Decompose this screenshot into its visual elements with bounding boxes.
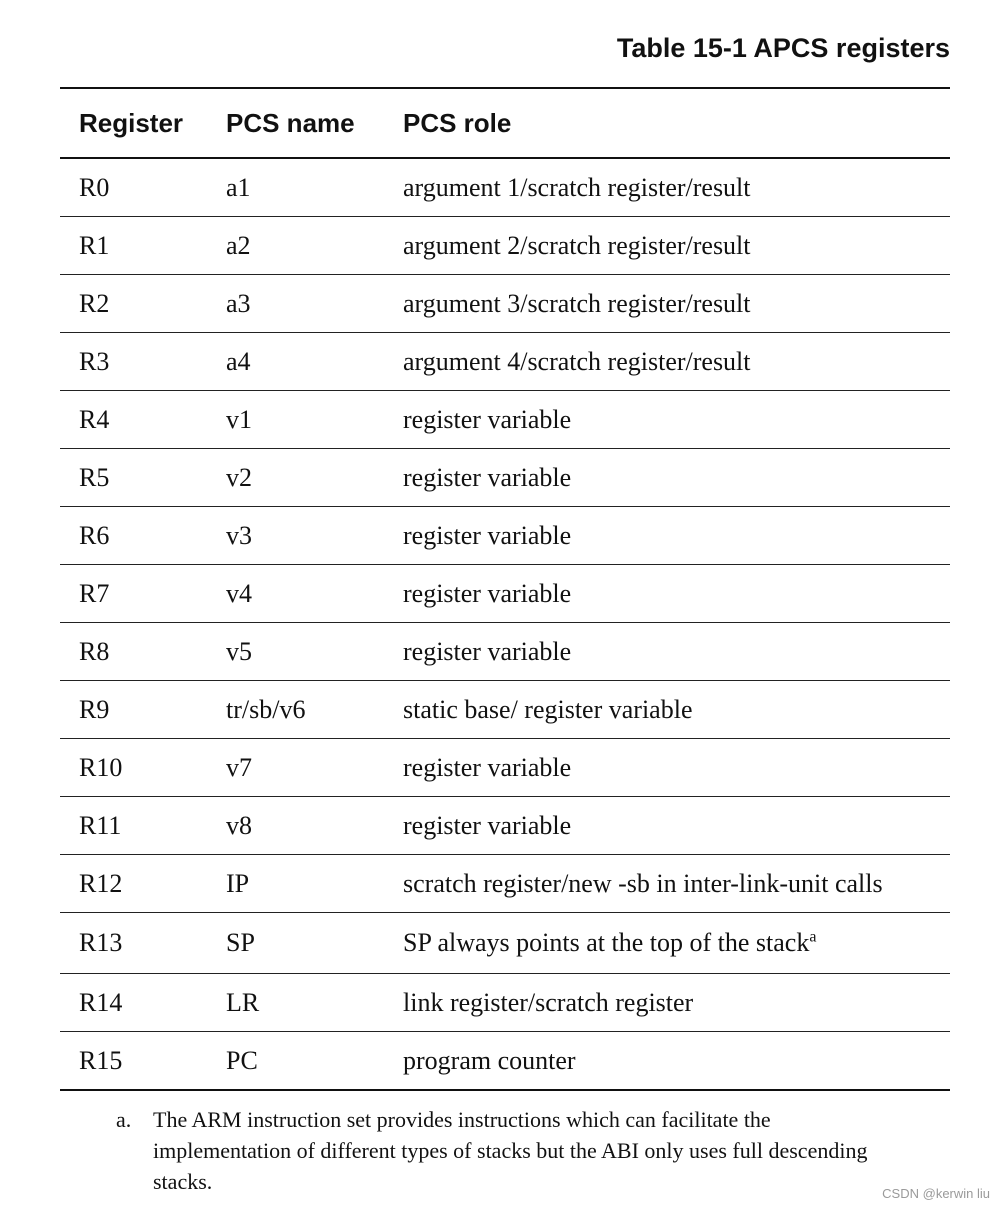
table-row — [60, 565, 950, 623]
register-cell: R7 — [79, 578, 110, 608]
apcs-registers-table — [60, 87, 950, 1091]
register-cell: R11 — [79, 810, 122, 840]
register-cell: R0 — [79, 172, 110, 202]
pcs-role-cell: argument 4/scratch register/result — [403, 346, 751, 376]
pcs-role-cell: static base/ register variable — [403, 694, 693, 724]
pcs-role-cell: register variable — [403, 404, 572, 434]
column-header-pcs-name: PCS name — [226, 107, 355, 138]
register-cell: R9 — [79, 694, 110, 724]
table-row — [60, 217, 950, 275]
table-row — [60, 913, 950, 974]
register-cell: R4 — [79, 404, 110, 434]
pcs-name-cell: a3 — [226, 288, 251, 318]
table-row — [60, 333, 950, 391]
table-row — [60, 797, 950, 855]
table-row — [60, 158, 950, 217]
pcs-name-cell: v3 — [226, 520, 252, 550]
pcs-name-cell: LR — [226, 987, 260, 1017]
table-row — [60, 507, 950, 565]
table-row — [60, 1032, 950, 1091]
pcs-role-cell: program counter — [403, 1045, 576, 1075]
table-row — [60, 449, 950, 507]
register-cell: R15 — [79, 1045, 123, 1075]
pcs-role-cell: register variable — [403, 578, 572, 608]
pcs-role-cell: link register/scratch register — [403, 987, 694, 1017]
table-row — [60, 623, 950, 681]
register-cell: R10 — [79, 752, 123, 782]
pcs-name-cell: v1 — [226, 404, 252, 434]
pcs-role-cell: register variable — [403, 752, 572, 782]
pcs-name-cell: v7 — [226, 752, 252, 782]
column-header-register: Register — [79, 107, 184, 138]
pcs-role-text: SP always points at the top of the stack — [403, 928, 810, 957]
table-footnote — [116, 1104, 876, 1197]
footnote-mark: a. — [116, 1107, 132, 1132]
table-row — [60, 275, 950, 333]
pcs-role-cell: register variable — [403, 520, 572, 550]
table-row — [60, 974, 950, 1032]
register-cell: R5 — [79, 462, 110, 492]
pcs-name-cell: a2 — [226, 230, 251, 260]
pcs-role-cell — [384, 913, 950, 974]
table-header-row — [60, 88, 950, 158]
register-cell: R6 — [79, 520, 110, 550]
column-header-pcs-role: PCS role — [403, 107, 512, 138]
pcs-name-cell: v2 — [226, 462, 252, 492]
pcs-role-cell: register variable — [403, 636, 572, 666]
register-cell: R8 — [79, 636, 110, 666]
footnote-text: The ARM instruction set provides instructions which can facilitate the implementation of different types of stacks but the ABI only uses full descending stacks. — [153, 1107, 868, 1194]
register-cell: R1 — [79, 230, 110, 260]
register-cell: R12 — [79, 868, 123, 898]
register-cell: R2 — [79, 288, 110, 318]
pcs-name-cell: v4 — [226, 578, 252, 608]
pcs-role-cell: argument 1/scratch register/result — [403, 172, 751, 202]
pcs-role-cell: argument 2/scratch register/result — [403, 230, 751, 260]
pcs-name-cell: a4 — [226, 346, 251, 376]
pcs-name-cell: a1 — [226, 172, 251, 202]
footnote-reference: a — [809, 928, 817, 946]
table-row — [60, 739, 950, 797]
pcs-name-cell: v5 — [226, 636, 252, 666]
table-title: Table 15-1 APCS registers — [616, 33, 950, 63]
pcs-role-cell: argument 3/scratch register/result — [403, 288, 751, 318]
register-cell: R14 — [79, 987, 123, 1017]
table-row — [60, 391, 950, 449]
pcs-role-cell: scratch register/new -sb in inter-link-unit calls — [403, 868, 883, 898]
pcs-name-cell: PC — [226, 1045, 258, 1075]
register-cell: R13 — [79, 928, 123, 957]
pcs-name-cell: v8 — [226, 810, 252, 840]
pcs-role-cell: register variable — [403, 810, 572, 840]
table-row — [60, 855, 950, 913]
pcs-name-cell: SP — [226, 928, 255, 957]
register-cell: R3 — [79, 346, 110, 376]
pcs-name-cell: tr/sb/v6 — [226, 694, 306, 724]
pcs-role-cell: register variable — [403, 462, 572, 492]
pcs-name-cell: IP — [226, 868, 250, 898]
table-row — [60, 681, 950, 739]
watermark: CSDN @kerwin liu — [882, 1186, 990, 1201]
